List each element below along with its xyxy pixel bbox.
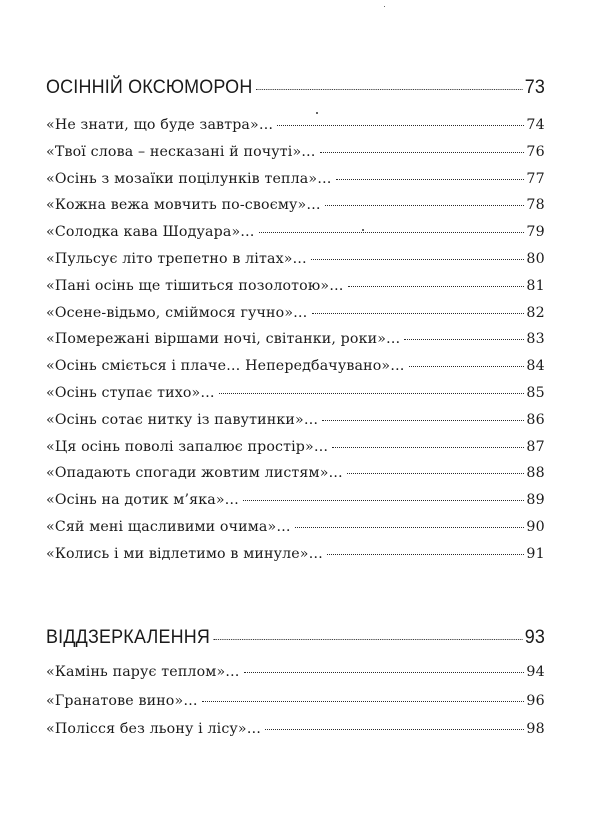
entry-page-number: 81 (526, 277, 545, 294)
toc-entry (46, 331, 545, 358)
toc-entry (46, 519, 545, 546)
dot-leader (256, 89, 523, 90)
entry-page-number: 83 (526, 331, 545, 348)
dot-leader (312, 313, 525, 314)
dot-leader (311, 259, 524, 260)
dot-leader (259, 232, 525, 233)
entry-title: «Осінь ступає тихо»… (46, 384, 215, 401)
entry-page-number: 86 (526, 411, 545, 428)
toc-entry (46, 358, 545, 385)
dot-leader (336, 179, 525, 180)
section-heading (46, 626, 545, 654)
section-title: ОСІННІЙ ОКСЮМОРОН (46, 76, 253, 98)
entry-page-number: 80 (526, 250, 545, 267)
entry-title: «Осінь сотає нитку із павутинки»… (46, 411, 319, 428)
toc-entry (46, 664, 545, 693)
entry-title: «Помережані віршами ночі, світанки, роки»… (46, 331, 401, 348)
entry-title: «Осінь на дотик м’яка»… (46, 492, 240, 509)
dot-leader (409, 366, 525, 367)
section-page-number: 73 (524, 76, 546, 98)
section-title: ВІДДЗЕРКАЛЕННЯ (46, 626, 211, 648)
entry-page-number: 84 (526, 358, 545, 375)
entry-page-number: 91 (526, 545, 545, 562)
dot-leader (404, 339, 524, 340)
toc-entry (46, 224, 545, 251)
toc-section-viddzerkalennia (46, 626, 545, 750)
dot-leader (327, 554, 524, 555)
dot-leader (243, 500, 524, 501)
toc-entry (46, 144, 545, 171)
entry-page-number: 90 (526, 518, 545, 535)
dot-leader (322, 420, 524, 421)
entry-title: «Пульсує літо трепетно в літах»… (46, 250, 307, 267)
dot-leader (202, 701, 525, 702)
entry-title: «Осінь сміється і плаче… Непередбачувано»… (46, 358, 405, 375)
entry-title: «Пані осінь ще тішиться позолотою»… (46, 277, 344, 294)
entry-title: «Колись і ми відлетимо в минуле»… (46, 545, 323, 562)
section-page-number: 93 (524, 626, 546, 648)
toc-entry (46, 412, 545, 439)
entry-page-number: 98 (526, 721, 545, 737)
toc-entry (46, 305, 545, 332)
entry-page-number: 89 (526, 492, 545, 509)
dot-leader (277, 125, 524, 126)
toc-entry (46, 251, 545, 278)
entry-page-number: 88 (526, 465, 545, 482)
scan-speck (316, 112, 318, 114)
entry-title: «Осене-відьмо, сміймося гучно»… (46, 304, 308, 321)
entry-title: «Полісся без льону і лісу»… (46, 721, 262, 737)
entry-page-number: 85 (526, 384, 545, 401)
dot-leader (219, 393, 525, 394)
toc-entry (46, 546, 545, 573)
toc-entry (46, 439, 545, 466)
entry-page-number: 74 (526, 117, 545, 133)
dot-leader (320, 152, 525, 153)
dot-leader (332, 447, 524, 448)
entry-page-number: 78 (526, 197, 545, 214)
entry-title: «Осінь з мозаїки поцілунків тепла»… (46, 170, 332, 187)
scan-speck (384, 6, 385, 7)
dot-leader (348, 286, 525, 287)
entry-title: «Ця осінь поволі запалює простір»… (46, 438, 329, 455)
entry-title: «Гранатове вино»… (46, 692, 198, 709)
dot-leader (244, 672, 525, 673)
toc-entry (46, 693, 545, 722)
dot-leader (325, 205, 525, 206)
toc-entry (46, 171, 545, 198)
toc-entry (46, 197, 545, 224)
toc-entry (46, 385, 545, 412)
entry-page-number: 76 (526, 143, 545, 160)
toc-section-osinnii-oksiumoron (46, 76, 545, 573)
entry-title: «Камінь парує теплом»… (46, 664, 240, 680)
entry-title: «Кожна вежа мовчить по-своєму»… (46, 197, 321, 214)
entry-page-number: 96 (526, 692, 545, 709)
toc-entry (46, 465, 545, 492)
entry-title: «Опадають спогади жовтим листям»… (46, 465, 343, 482)
entry-page-number: 82 (526, 304, 545, 321)
entry-title: «Твої слова – несказані й почуті»… (46, 143, 316, 160)
toc-entry (46, 278, 545, 305)
entry-page-number: 77 (526, 170, 545, 187)
entry-title: «Сяй мені щасливими очима»… (46, 518, 291, 535)
entry-page-number: 79 (526, 224, 545, 241)
dot-leader (214, 639, 523, 640)
entry-page-number: 94 (526, 664, 545, 680)
entry-title: «Не знати, що буде завтра»… (46, 117, 274, 133)
dot-leader (347, 473, 524, 474)
toc-entry (46, 117, 545, 144)
entry-page-number: 87 (526, 438, 545, 455)
dot-leader (265, 729, 524, 730)
toc-entry (46, 492, 545, 519)
scan-speck (362, 229, 364, 231)
dot-leader (295, 527, 525, 528)
toc-entry (46, 721, 545, 750)
section-heading (46, 76, 545, 104)
entry-title: «Солодка кава Шодуара»… (46, 224, 255, 241)
